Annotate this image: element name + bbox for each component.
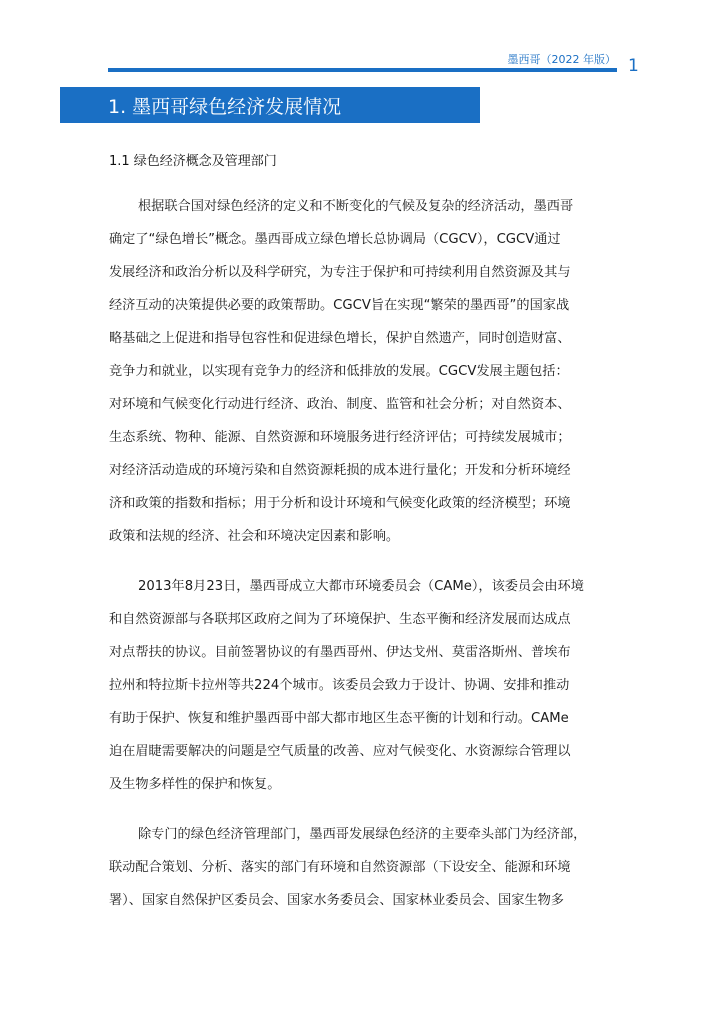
paragraph-line: 确定了“绿色增长”概念。墨西哥成立绿色增长总协调局（CGCV），CGCV通过 [109,232,561,247]
paragraph-line: 对点帮扶的协议。目前签署协议的有墨西哥州、伊达戈州、莫雷洛斯州、普埃布 [109,645,571,660]
paragraph-line: 经济互动的决策提供必要的政策帮助。CGCV旨在实现“繁荣的墨西哥”的国家战 [109,298,570,313]
paragraph-line: 署）、国家自然保护区委员会、国家水务委员会、国家林业委员会、国家生物多 [109,893,564,908]
paragraph-line: 2013年8月23日，墨西哥成立大都市环境委员会（CAMe），该委员会由环境 [138,579,584,594]
paragraph-line: 对环境和气候变化行动进行经济、政治、制度、监管和社会分析；对自然资本、 [109,397,571,412]
paragraph-line: 略基础之上促进和指导包容性和促进绿色增长，保护自然遗产，同时创造财富、 [109,331,571,346]
page-number: 1 [628,56,639,76]
paragraph-line: 生态系统、物种、能源、自然资源和环境服务进行经济评估；可持续发展城市； [109,430,571,445]
paragraph-1 [109,190,619,553]
paragraph-line: 济和政策的指数和指标；用于分析和设计环境和气候变化政策的经济模型；环境 [109,496,571,511]
chapter-heading-band [60,87,480,123]
paragraph-line: 根据联合国对绿色经济的定义和不断变化的气候及复杂的经济活动，墨西哥 [138,199,574,214]
paragraph-line: 有助于保护、恢复和维护墨西哥中部大都市地区生态平衡的计划和行动。CAMe [109,711,569,726]
paragraph-line: 拉州和特拉斯卡拉州等共224个城市。该委员会致力于设计、协调、安排和推动 [109,678,570,693]
paragraph-line: 迫在眉睫需要解决的问题是空气质量的改善、应对气候变化、水资源综合管理以 [109,744,571,759]
running-header: 墨西哥（2022 年版） [507,53,616,66]
paragraph-line: 政策和法规的经济、社会和环境决定因素和影响。 [109,529,400,544]
paragraph-line: 和自然资源部与各联邦区政府之间为了环境保护、生态平衡和经济发展而达成点 [109,612,571,627]
paragraph-line: 除专门的绿色经济管理部门，墨西哥发展绿色经济的主要牵头部门为经济部， [138,827,587,842]
paragraph-line: 发展经济和政治分析以及科学研究，为专注于保护和可持续利用自然资源及其与 [109,265,571,280]
chapter-title: 1. 墨西哥绿色经济发展情况 [108,95,342,118]
paragraph-3 [109,818,619,917]
paragraph-2 [109,570,619,801]
paragraph-line: 竞争力和就业，以实现有竞争力的经济和低排放的发展。CGCV发展主题包括： [109,364,569,379]
paragraph-line: 及生物多样性的保护和恢复。 [109,777,281,792]
section-title: 1.1 绿色经济概念及管理部门 [109,154,277,169]
header-rule [108,68,617,72]
paragraph-line: 对经济活动造成的环境污染和自然资源耗损的成本进行量化；开发和分析环境经 [109,463,571,478]
paragraph-line: 联动配合策划、分析、落实的部门有环境和自然资源部（下设安全、能源和环境 [109,860,571,875]
